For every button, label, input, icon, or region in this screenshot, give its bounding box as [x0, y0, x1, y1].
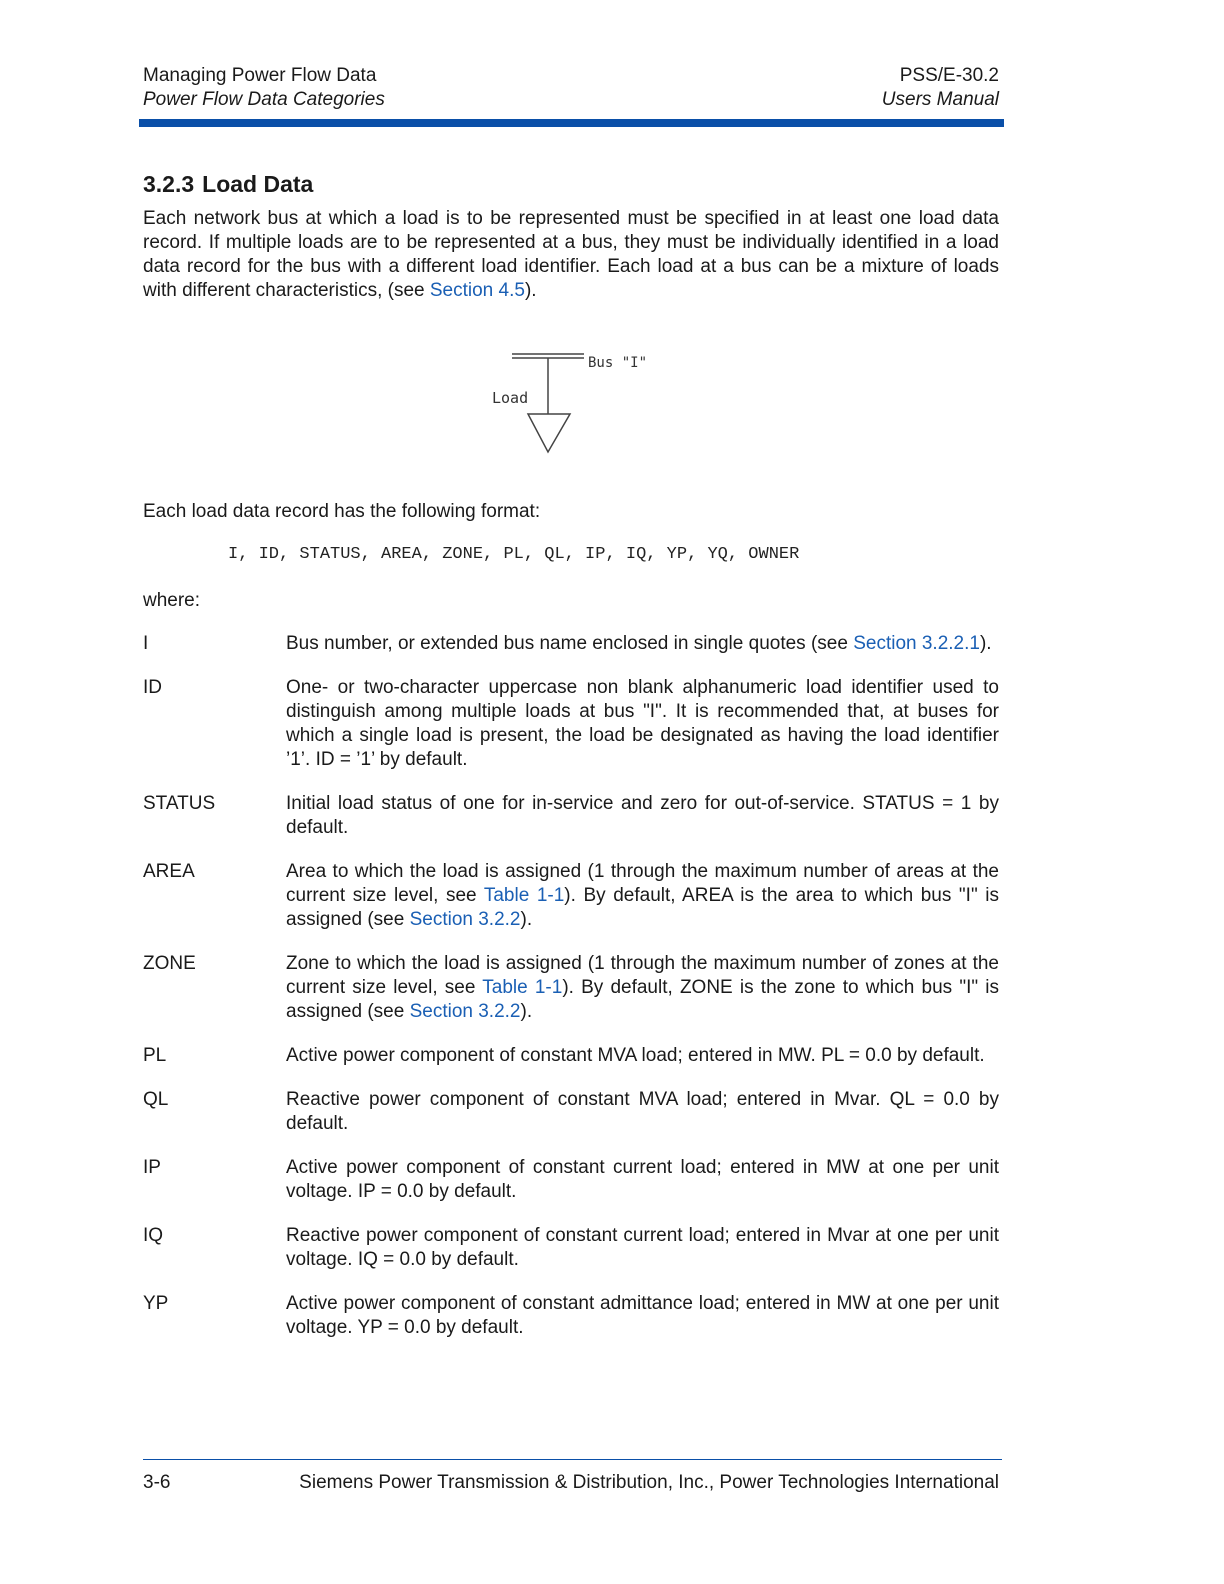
desc-area-post: ). [520, 909, 533, 930]
desc-zone-post: ). [520, 1001, 533, 1022]
section-heading [143, 171, 313, 198]
term-ip: IP [143, 1157, 161, 1178]
header-rule [139, 119, 1004, 127]
desc-iq: Reactive power component of constant current load; entered in Mvar at one per unit voltage. IQ = 0.0 by default. [286, 1225, 999, 1270]
section-4-5-link[interactable]: Section 4.5 [429, 280, 525, 301]
header-product: PSS/E-30.2 [899, 65, 999, 86]
desc-i-text: Bus number, or extended bus name enclosed in single quotes (see [286, 633, 854, 654]
term-pl: PL [143, 1045, 167, 1066]
field-definitions [143, 632, 999, 1360]
format-intro: Each load data record has the following format: [143, 501, 541, 522]
section-3-2-2-link[interactable]: Section 3.2.2 [409, 909, 521, 930]
header-left [143, 64, 385, 112]
desc-area-text: Area to which the load is assigned (1 through the maximum number of areas at the current size level, see [286, 861, 999, 906]
footer-rule [143, 1459, 1002, 1460]
page-number: 3-6 [143, 1472, 171, 1493]
definition-row-ql [143, 1088, 999, 1136]
header-section-title: Power Flow Data Categories [143, 89, 385, 110]
term-status: STATUS [143, 793, 216, 814]
desc-area [286, 860, 999, 932]
term-iq: IQ [143, 1225, 164, 1246]
definition-row-pl [143, 1044, 999, 1068]
load-triangle-icon [528, 414, 570, 452]
section-title: Load Data [202, 171, 314, 197]
definition-row-zone [143, 952, 999, 1024]
table-1-1-link[interactable]: Table 1-1 [483, 885, 565, 906]
header-right [882, 64, 999, 112]
load-label: Load [492, 389, 529, 407]
term-area: AREA [143, 861, 195, 882]
desc-i [286, 632, 999, 656]
desc-status: Initial load status of one for in-service and zero for out-of-service. STATUS = 1 by default. [286, 793, 999, 838]
bus-label: Bus "I" [588, 355, 648, 371]
desc-i-mid: ). [979, 633, 992, 654]
where-label: where: [143, 590, 201, 611]
header-chapter-title: Managing Power Flow Data [143, 65, 377, 86]
desc-zone-mid: ). By default, ZONE is the zone to which bus "I" is assigned (see [286, 977, 999, 1022]
definition-row-area [143, 860, 999, 932]
desc-yp: Active power component of constant admittance load; entered in MW at one per unit voltage. YP = 0.0 by default. [286, 1293, 999, 1338]
definition-row-ip [143, 1156, 999, 1204]
desc-id: One- or two-character uppercase non blank alphanumeric load identifier used to distinguish among multiple loads at bus "I". It is recommended that, at buses for which a single load is present, the load be designated as having the load identifier ’1’. ID = ’1’ by default. [286, 677, 999, 770]
desc-zone-text: Zone to which the load is assigned (1 through the maximum number of zones at the current size level, see [286, 953, 999, 998]
term-i: I [143, 633, 149, 654]
definition-row-status [143, 792, 999, 840]
intro-after: ). [524, 280, 537, 301]
load-bus-svg [484, 344, 674, 464]
desc-ip: Active power component of constant current load; entered in MW at one per unit voltage. IP = 0.0 by default. [286, 1157, 999, 1202]
section-number: 3.2.3 [143, 171, 195, 197]
definition-row-iq [143, 1224, 999, 1272]
intro-paragraph [143, 207, 999, 303]
record-format-line: I, ID, STATUS, AREA, ZONE, PL, QL, IP, IQ, YP, YQ, OWNER [228, 545, 800, 564]
table-1-1-link[interactable]: Table 1-1 [482, 977, 563, 998]
desc-area-mid: ). By default, AREA is the area to which bus "I" is assigned (see [286, 885, 999, 930]
header-manual: Users Manual [881, 89, 999, 110]
section-3-2-2-link[interactable]: Section 3.2.2 [409, 1001, 521, 1022]
section-3-2-2-1-link[interactable]: Section 3.2.2.1 [853, 633, 980, 654]
definition-row-yp [143, 1292, 999, 1340]
term-ql: QL [143, 1089, 169, 1110]
desc-ql: Reactive power component of constant MVA load; entered in Mvar. QL = 0.0 by default. [286, 1089, 999, 1134]
desc-pl: Active power component of constant MVA load; entered in MW. PL = 0.0 by default. [286, 1045, 985, 1066]
desc-zone [286, 952, 999, 1024]
intro-text: Each network bus at which a load is to be represented must be specified in at least one load data record. If multiple loads are to be represented at a bus, they must be individually identified in a load data record for the bus with a different load identifier. Each load at a bus can be a mixture of loads with different characteristics, (see [143, 208, 999, 301]
term-zone: ZONE [143, 953, 196, 974]
term-yp: YP [143, 1293, 169, 1314]
footer-company: Siemens Power Transmission & Distribution, Inc., Power Technologies International [299, 1472, 999, 1493]
term-id: ID [143, 677, 162, 698]
load-bus-diagram [484, 344, 674, 464]
definition-row-i [143, 632, 999, 656]
definition-row-id [143, 676, 999, 772]
